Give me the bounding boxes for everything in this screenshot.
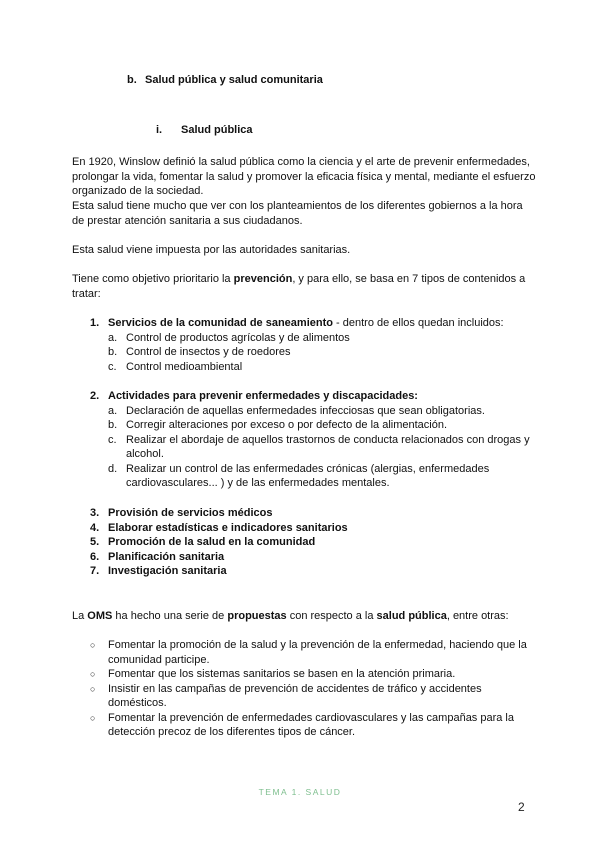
list-item-text: Provisión de servicios médicos [108, 507, 273, 519]
sub-list-item [90, 331, 530, 346]
sub-list-item [90, 433, 530, 462]
sub-letter: b. [108, 346, 118, 358]
list-item [90, 389, 530, 491]
sub-letter: a. [108, 331, 118, 344]
list-item [90, 550, 530, 565]
oms-public-health: salud pública [376, 610, 447, 622]
sub-text: Declaración de aquellas enfermedades infecciosas que sean obligatorias. [126, 404, 485, 417]
numbered-list-1 [90, 316, 530, 374]
paragraph-governments: Esta salud tiene mucho que ver con los planteamientos de los diferentes gobiernos a la hora de prestar atención sanitaria a sus ciudadanos. [72, 200, 523, 227]
sub-letter: d. [108, 462, 118, 475]
section-label: b. [127, 74, 137, 86]
sub-text: Control de insectos y de roedores [126, 346, 291, 358]
objective-text-pre: Tiene como objetivo prioritario la [72, 273, 234, 285]
sub-letter: a. [108, 404, 118, 417]
subsection-heading-i [156, 123, 253, 138]
page-footer: TEMA 1. SALUD [258, 787, 342, 797]
section-heading-b [127, 73, 323, 88]
bullet-text: Fomentar la prevención de enfermedades cardiovasculares y las campañas para la detección precoz de los diferentes tipos de cáncer. [108, 711, 514, 738]
bullet-text: Fomentar que los sistemas sanitarios se basen en la atención primaria. [108, 668, 456, 680]
list-item-title: Actividades para prevenir enfermedades y discapacidades: [108, 390, 418, 402]
sub-text: Control de productos agrícolas y de alimentos [126, 331, 350, 344]
oms-proposals: propuestas [227, 610, 287, 622]
numbered-list-2 [90, 389, 530, 491]
list-number: 2. [90, 390, 100, 402]
list-item-text: Promoción de la salud en la comunidad [108, 536, 316, 548]
list-item-rest: - dentro de ellos quedan incluidos: [332, 317, 504, 329]
list-item [90, 506, 530, 521]
paragraph-authorities: Esta salud viene impuesta por las autoridades sanitarias. [72, 244, 351, 256]
list-item [90, 521, 530, 536]
objective-text-post: , y para ello, se basa en 7 tipos de contenidos a tratar: [72, 273, 526, 300]
oms-text-a: La [72, 610, 88, 622]
oms-text-c: ha hecho una serie de [112, 610, 228, 622]
sub-letter: c. [108, 360, 117, 373]
objective-keyword: prevención [233, 273, 293, 285]
paragraph-objective [72, 272, 537, 301]
bullet-item [90, 667, 530, 682]
bullet-text: Fomentar la promoción de la salud y la prevención de la enfermedad, haciendo que la comunidad participe. [108, 639, 527, 666]
sub-list-item [90, 360, 530, 375]
sub-list-item [90, 418, 530, 433]
sub-text: Control medioambiental [126, 360, 243, 373]
bullet-item [90, 711, 530, 740]
oms-keyword: OMS [87, 610, 113, 622]
bullet-text: Insistir en las campañas de prevención de accidentes de tráfico y accidentes domésticos. [108, 682, 482, 709]
sub-list-item [90, 404, 530, 419]
sub-list-item [90, 462, 530, 491]
bullet-list [90, 638, 530, 740]
list-number: 5. [90, 536, 100, 548]
section-title: Salud pública y salud comunitaria [145, 74, 323, 86]
sub-text: Corregir alteraciones por exceso o por defecto de la alimentación. [126, 419, 448, 431]
oms-text-e: con respecto a la [286, 610, 377, 622]
list-item [90, 535, 530, 550]
sub-text: Realizar un control de las enfermedades crónicas (alergias, enfermedades cardiovasculares... ) y de las enfermedades mentales. [126, 462, 490, 489]
subsection-title: Salud pública [181, 124, 253, 136]
bullet-circle-icon: ○ [90, 683, 96, 694]
oms-text-g: , entre otras: [446, 610, 509, 622]
bullet-item [90, 682, 530, 711]
list-number: 4. [90, 521, 100, 534]
sub-list [90, 331, 530, 375]
bullet-circle-icon: ○ [90, 669, 96, 679]
list-item [90, 316, 530, 374]
list-number: 3. [90, 507, 100, 519]
list-item-text: Planificación sanitaria [108, 550, 225, 563]
list-item-text: Investigación sanitaria [108, 565, 227, 577]
paragraph-definition: En 1920, Winslow definió la salud pública como la ciencia y el arte de prevenir enfermedades, prolongar la vida, fomentar la salud y promover la eficacia física y mental, mediante el esfuerzo organizado de la sociedad. [72, 156, 536, 197]
list-number: 1. [90, 317, 100, 329]
sub-letter: b. [108, 419, 118, 431]
subsection-label: i. [156, 124, 163, 136]
sub-letter: c. [108, 433, 117, 446]
list-number: 6. [90, 550, 100, 563]
list-item-text: Elaborar estadísticas e indicadores sanitarios [108, 521, 348, 534]
list-item-title: Servicios de la comunidad de saneamiento [108, 317, 333, 329]
list-number: 7. [90, 565, 100, 577]
sub-text: Realizar el abordaje de aquellos trastornos de conducta relacionados con drogas y alcohol. [126, 433, 530, 460]
paragraph-oms [72, 609, 537, 624]
bullet-item [90, 638, 530, 667]
list-item [90, 564, 530, 579]
sub-list-item [90, 345, 530, 360]
sub-list [90, 404, 530, 491]
numbered-list-3-7 [90, 506, 530, 579]
bullet-circle-icon: ○ [90, 640, 96, 650]
page-number: 2 [518, 800, 525, 814]
bullet-circle-icon: ○ [90, 712, 96, 723]
